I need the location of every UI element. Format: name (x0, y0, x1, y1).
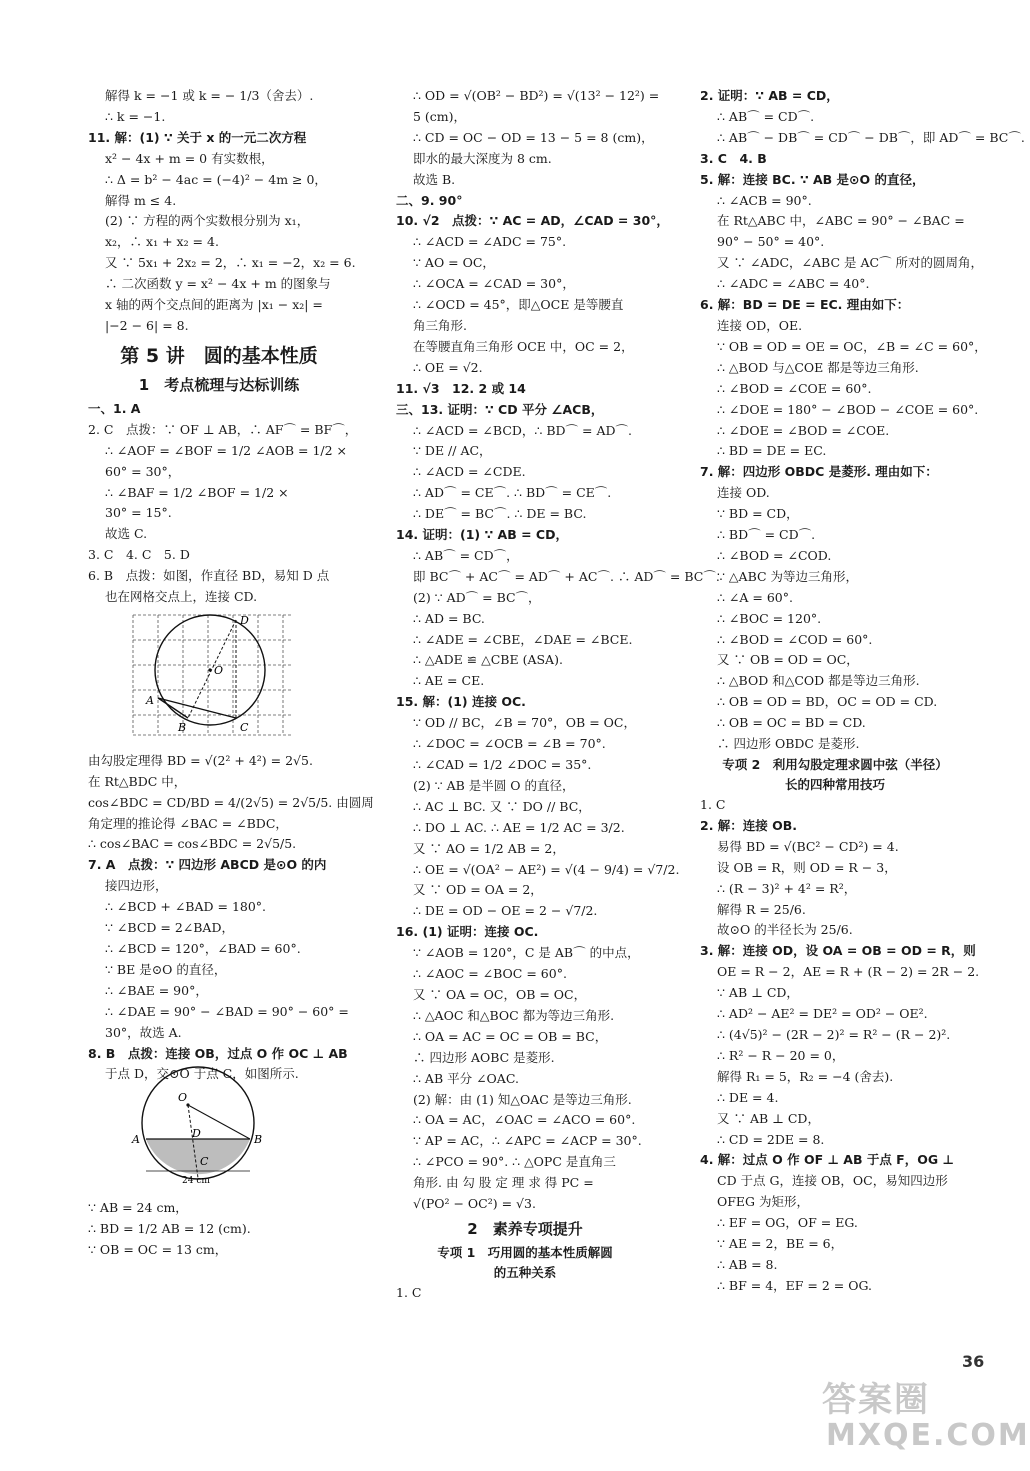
text-line: 11. 解：(1) ∵ 关于 x 的一元二次方程 (88, 129, 307, 145)
text-line: ∴ ∠DOE = 180° − ∠BOD − ∠COE = 60°. (717, 401, 979, 417)
text-line: ∵ ∠BCD = 2∠BAD， (105, 920, 234, 936)
page-number: 36 (962, 1352, 985, 1371)
text-line: 8. B 点拨：连接 OB，过点 O 作 OC ⊥ AB (88, 1045, 348, 1061)
text-line: ∴ ∠OCD = 45°，即△OCE 是等腰直 (413, 297, 624, 313)
text-line: ∴ AE = CE. (413, 673, 485, 689)
text-line: ∵ AP = AC，∴ ∠APC = ∠ACP = 30°. (413, 1133, 642, 1149)
fig2-label: O (178, 1091, 188, 1105)
text-line: ∵ AE = 2，BE = 6， (717, 1236, 844, 1252)
column-right (700, 86, 1025, 1297)
text-line: ∴ AD² − AE² = DE² = OD² − OE². (717, 1006, 928, 1022)
fig2-label: D (192, 1127, 201, 1141)
text-line: 2. 解：连接 OB. (700, 817, 798, 833)
text-line: ∴ DO ⊥ AC. ∴ AE = 1/2 AC = 3/2. (413, 819, 625, 835)
text-line: ∴ ∠BAF = 1/2 ∠BOF = 1/2 × (105, 484, 289, 500)
text-line: ∴ ∠BCD = 120°，∠BAD = 60°. (105, 941, 301, 956)
text-line: 二、9. 90° (396, 192, 463, 208)
text-line: 6. 解：BD = DE = EC. 理由如下： (700, 297, 910, 313)
fig2-label: B (254, 1133, 263, 1147)
text-line: 16. (1) 证明：连接 OC. (396, 924, 539, 940)
text-line: ∵ AO = OC， (413, 255, 495, 271)
text-line: CD 于点 G，连接 OB，OC，易知四边形 (717, 1173, 948, 1189)
text-line: ∴ ∠ACB = 90°. (717, 192, 812, 208)
fig1-label: D (240, 613, 249, 627)
text-line: 14. 证明：(1) ∵ AB = CD， (396, 527, 568, 543)
text-line: OE = R − 2，AE = R + (R − 2) = 2R − 2. (717, 964, 980, 980)
text-line: ∴ ∠BOD = ∠COE = 60°. (717, 380, 872, 396)
text-line: ∴ OB = OD = BD，OC = OD = CD. (717, 694, 938, 710)
text-line: ∴ (4√5)² − (2R − 2)² = R² − (R − 2)². (717, 1026, 951, 1042)
section-title: 2 素养专项提升 (467, 1219, 583, 1238)
text-line: ∴ △AOC 和△BOC 都为等边三角形. (413, 1007, 615, 1023)
text-line: ∴ OB = OC = BD = CD. (717, 715, 866, 731)
fig1-label: B (178, 720, 187, 734)
text-line: ∴ ∠DOC = ∠OCB = ∠B = 70°. (413, 736, 606, 752)
section-title: 第 5 讲 圆的基本性质 (120, 344, 318, 367)
text-line: 90° − 50° = 40°. (717, 234, 825, 250)
special-topic-title: 的五种关系 (493, 1264, 557, 1280)
text-line: ∴ 四边形 OBDC 是菱形. (717, 736, 860, 752)
text-line: (2) ∵ AB 是半圆 O 的直径， (413, 777, 575, 793)
text-line: ∴ DE = OD − OE = 2 − √7/2. (413, 903, 598, 919)
text-line: ∴ ∠ACD = ∠ADC = 75°. (413, 234, 567, 250)
text-line: 11. √3 12. 2 或 14 (396, 380, 526, 396)
text-line: ∵ OB = OD = OE = OC，∠B = ∠C = 60°， (717, 338, 987, 354)
fig1-label: A (146, 693, 154, 707)
text-line: 也在网格交点上，连接 CD. (105, 589, 258, 605)
text-line: ∵ BE 是⊙O 的直径， (105, 961, 227, 977)
text-line: ∴ BF = 4，EF = 2 = OG. (717, 1277, 873, 1293)
grid-circle-figure (128, 610, 350, 747)
text-line: 30°，故选 A. (105, 1024, 182, 1040)
text-line: 5. 解：连接 BC. ∵ AB 是⊙O 的直径， (700, 171, 925, 187)
fig2-label: C (200, 1155, 209, 1169)
text-line: ∴ ∠ACD = ∠BCD，∴ BD⌒ = AD⌒. (413, 422, 632, 438)
special-topic-title: 长的四种常用技巧 (784, 777, 885, 792)
text-line: 又 ∵ 5x₁ + 2x₂ = 2，∴ x₁ = −2，x₂ = 6. (105, 255, 356, 271)
text-line: 7. A 点拨：∵ 四边形 ABCD 是⊙O 的内 (88, 857, 327, 873)
text-line: 又 ∵ OA = OC，OB = OC， (413, 986, 587, 1002)
text-line: ∴ AC ⊥ BC. 又 ∵ DO // BC， (413, 798, 591, 814)
text-line: 3. 解：连接 OD，设 OA = OB = OD = R，则 (700, 943, 976, 959)
text-line: √(PO² − OC²) = √3. (413, 1196, 536, 1212)
text-line: ∴ ∠BOD = ∠COD. (717, 547, 832, 563)
text-line: 又 ∵ OB = OD = OC， (717, 652, 859, 668)
text-line: 3. C 4. C 5. D (88, 547, 190, 563)
text-line: 易得 BD = √(BC² − CD²) = 4. (717, 838, 899, 854)
text-line: cos∠BDC = CD/BD = 4/(2√5) = 2√5/5. 由圆周 (88, 794, 374, 810)
text-line: ∴ AB 平分 ∠OAC. (413, 1070, 519, 1086)
text-line: ∴ OD = √(OB² − BD²) = √(13² − 12²) = (413, 88, 660, 103)
text-line: 在 Rt△ABC 中，∠ABC = 90° − ∠BAC = (717, 213, 965, 229)
text-line: 由勾股定理得 BD = √(2² + 4²) = 2√5. (88, 752, 313, 768)
text-line: ∴ (R − 3)² + 4² = R²， (717, 880, 857, 896)
text-line: ∴ ∠AOF = ∠BOF = 1/2 ∠AOB = 1/2 × (105, 442, 348, 458)
text-line: 角定理的推论得 ∠BAC = ∠BDC， (88, 815, 288, 831)
text-line: ∵ OD // BC，∠B = 70°，OB = OC， (413, 715, 636, 731)
text-line: (2) ∵ AD⌒ = BC⌒， (413, 589, 541, 605)
text-line: ∴ k = −1. (105, 108, 166, 124)
text-line: x₂，∴ x₁ + x₂ = 4. (105, 234, 219, 250)
text-line: 2. 证明：∵ AB = CD， (700, 88, 839, 103)
text-line: x 轴的两个交点间的距离为 |x₁ − x₂| = (105, 297, 323, 313)
text-line: ∴ EF = OG，OF = EG. (717, 1215, 858, 1231)
text-line: ∴ CD = 2DE = 8. (717, 1131, 825, 1147)
text-line: x² − 4x + m = 0 有实数根， (105, 150, 274, 166)
text-line: 60° = 30°， (105, 463, 181, 479)
fig2-label: 24 cm (182, 1176, 210, 1187)
text-line: ∴ AB⌒ = CD⌒. (717, 108, 815, 124)
text-line: ∴ ∠DOE = ∠BOD = ∠COE. (717, 422, 890, 438)
subsection-title: 1 考点梳理与达标训练 (138, 375, 300, 394)
text-line: ∴ ∠BOC = 120°. (717, 610, 822, 626)
text-line: (2) ∵ 方程的两个实数根分别为 x₁， (105, 213, 310, 229)
text-line: ∴ cos∠BAC = cos∠BDC = 2√5/5. (88, 836, 297, 852)
column-left (88, 86, 374, 1261)
text-line: 5 (cm)， (413, 108, 467, 124)
column-middle (396, 86, 720, 1304)
text-line: ∴ ∠AOC = ∠BOC = 60°. (413, 966, 567, 982)
text-line: 解得 R₁ = 5，R₂ = −4 (舍去). (717, 1068, 894, 1084)
text-line: 故⊙O 的半径长为 25/6. (717, 922, 853, 938)
text-line: 连接 OD，OE. (717, 317, 803, 333)
text-line: ∴ ∠OCA = ∠CAD = 30°， (413, 276, 575, 292)
text-line: ∴ AB⌒ = CD⌒， (413, 547, 519, 563)
text-line: ∴ OA = AC，∠OAC = ∠ACO = 60°. (413, 1112, 636, 1128)
text-line: 10. √2 点拨：∵ AC = AD，∠CAD = 30°， (396, 213, 669, 229)
text-line: ∴ ∠A = 60°. (717, 589, 793, 605)
text-line: 30° = 15°. (105, 505, 172, 521)
text-line: ∴ BD = 1/2 AB = 12 (cm). (88, 1221, 251, 1237)
text-line: ∴ CD = OC − OD = 13 − 5 = 8 (cm)， (413, 129, 654, 145)
text-line: 2. C 点拨：∵ OF ⊥ AB，∴ AF⌒ = BF⌒， (88, 421, 358, 437)
text-line: ∴ Δ = b² − 4ac = (−4)² − 4m ≥ 0， (105, 171, 327, 187)
text-line: 1. C (396, 1284, 422, 1300)
text-line: ∴ AB = 8. (717, 1256, 778, 1272)
text-line: ∴ ∠CAD = 1/2 ∠DOC = 35°. (413, 757, 592, 772)
text-line: 接四边形， (105, 878, 168, 894)
text-line: 于点 D，交⊙O 于点 C，如图所示. (105, 1066, 299, 1082)
text-line: ∵ △ABC 为等边三角形， (717, 568, 859, 584)
text-line: 又 ∵ ∠ADC，∠ABC 是 AC⌒ 所对的圆周角， (717, 255, 984, 271)
text-line: ∴ ∠ADC = ∠ABC = 40°. (717, 276, 870, 292)
text-line: ∴ ∠PCO = 90°. ∴ △OPC 是直角三 (413, 1154, 616, 1170)
fig2-label: A (132, 1133, 140, 1147)
text-line: 角三角形. (413, 317, 467, 333)
text-line: ∴ ∠BCD + ∠BAD = 180°. (105, 899, 267, 915)
special-topic-title: 专项 2 利用勾股定理求圆中弦（半径） (722, 757, 948, 772)
text-line: OFEG 为矩形， (717, 1194, 810, 1210)
text-line: 4. 解：过点 O 作 OF ⊥ AB 于点 F，OG ⊥ (700, 1152, 954, 1168)
text-line: ∴ ∠DAE = 90° − ∠BAD = 90° − 60° = (105, 1003, 349, 1019)
text-line: ∴ ∠ACD = ∠CDE. (413, 464, 526, 480)
text-line: 故选 B. (413, 171, 456, 187)
text-line: ∴ ∠BAE = 90°， (105, 982, 208, 998)
text-line: ∴ 四边形 AOBC 是菱形. (413, 1049, 555, 1065)
text-line: ∴ ∠BOD = ∠COD = 60°. (717, 631, 873, 647)
text-line: 即 BC⌒ + AC⌒ = AD⌒ + AC⌒. ∴ AD⌒ = BC⌒. (413, 568, 720, 584)
text-line: 6. B 点拨：如图，作直径 BD，易知 D 点 (88, 568, 330, 584)
text-line: ∴ OE = √2. (413, 359, 483, 375)
text-line: 在等腰直角三角形 OCE 中，OC = 2， (413, 338, 634, 354)
text-line: ∴ OE = √(OA² − AE²) = √(4 − 9/4) = √7/2. (413, 861, 680, 877)
text-line: ∴ OA = AC = OC = OB = BC， (413, 1028, 608, 1044)
text-line: ∴ DE⌒ = BC⌒. ∴ DE = BC. (413, 506, 587, 522)
text-line: ∴ ∠ADE = ∠CBE，∠DAE = ∠BCE. (413, 631, 633, 647)
text-line: 故选 C. (105, 526, 148, 542)
text-line: ∵ BD = CD， (717, 506, 799, 522)
text-line: ∵ AB ⊥ CD， (717, 985, 799, 1001)
text-line: ∵ ∠AOB = 120°，C 是 AB⌒ 的中点， (413, 945, 640, 961)
text-line: ∴ △BOD 与△COE 都是等边三角形. (717, 359, 919, 375)
text-line: ∴ BD = DE = EC. (717, 443, 827, 459)
text-line: 解得 k = −1 或 k = − 1/3（舍去）. (105, 88, 314, 103)
text-line: ∴ DE = 4. (717, 1089, 779, 1105)
text-line: ∴ R² − R − 20 = 0， (717, 1047, 845, 1063)
text-line: 又 ∵ AO = 1/2 AB = 2， (413, 840, 565, 856)
text-line: 15. 解：(1) 连接 OC. (396, 694, 526, 710)
text-line: ∴ AB⌒ − DB⌒ = CD⌒ − DB⌒，即 AD⌒ = BC⌒. (717, 129, 1025, 145)
text-line: 角形. 由 勾 股 定 理 求 得 PC = (413, 1175, 594, 1191)
text-line: 设 OB = R，则 OD = R − 3， (717, 859, 897, 875)
text-line: 三、13. 证明：∵ CD 平分 ∠ACB， (396, 401, 604, 417)
fig1-label: O (214, 663, 224, 677)
text-line: ∴ AD⌒ = CE⌒. ∴ BD⌒ = CE⌒. (413, 485, 612, 501)
text-line: ∵ OB = OC = 13 cm， (88, 1242, 228, 1258)
text-line: 3. C 4. B (700, 150, 767, 166)
watermark-url: MXQE.COM (826, 1418, 1030, 1453)
text-line: 即水的最大深度为 8 cm. (413, 150, 552, 166)
text-line: ∴ △BOD 和△COD 都是等边三角形. (717, 673, 920, 689)
text-line: 7. 解：四边形 OBDC 是菱形. 理由如下： (700, 464, 938, 480)
text-line: ∴ △ADE ≌ △CBE (ASA). (413, 652, 563, 668)
text-line: 一、1. A (88, 400, 141, 416)
text-line: ∴ BD⌒ = CD⌒. (717, 527, 816, 543)
circle-segment-figure (128, 1087, 350, 1194)
text-line: 解得 m ≤ 4. (105, 192, 177, 208)
text-line: 在 Rt△BDC 中， (88, 773, 187, 789)
text-line: 又 ∵ AB ⊥ CD， (717, 1110, 820, 1126)
special-topic-title: 专项 1 巧用圆的基本性质解圆 (437, 1244, 613, 1260)
text-line: 又 ∵ OD = OA = 2， (413, 882, 543, 898)
text-line: ∴ 二次函数 y = x² − 4x + m 的图象与 (105, 276, 331, 292)
watermark-logo: 答案圈 (822, 1380, 930, 1420)
text-line: (2) 解：由 (1) 知△OAC 是等边三角形. (413, 1091, 632, 1107)
text-line: ∴ AD = BC. (413, 610, 485, 626)
text-line: 连接 OD. (717, 485, 770, 501)
text-line: 解得 R = 25/6. (717, 901, 806, 917)
text-line: |−2 − 6| = 8. (105, 317, 189, 333)
text-line: ∵ AB = 24 cm， (88, 1200, 188, 1216)
text-line: ∵ DE // AC， (413, 443, 492, 459)
fig1-label: C (240, 720, 249, 734)
text-line: 1. C (700, 797, 726, 812)
